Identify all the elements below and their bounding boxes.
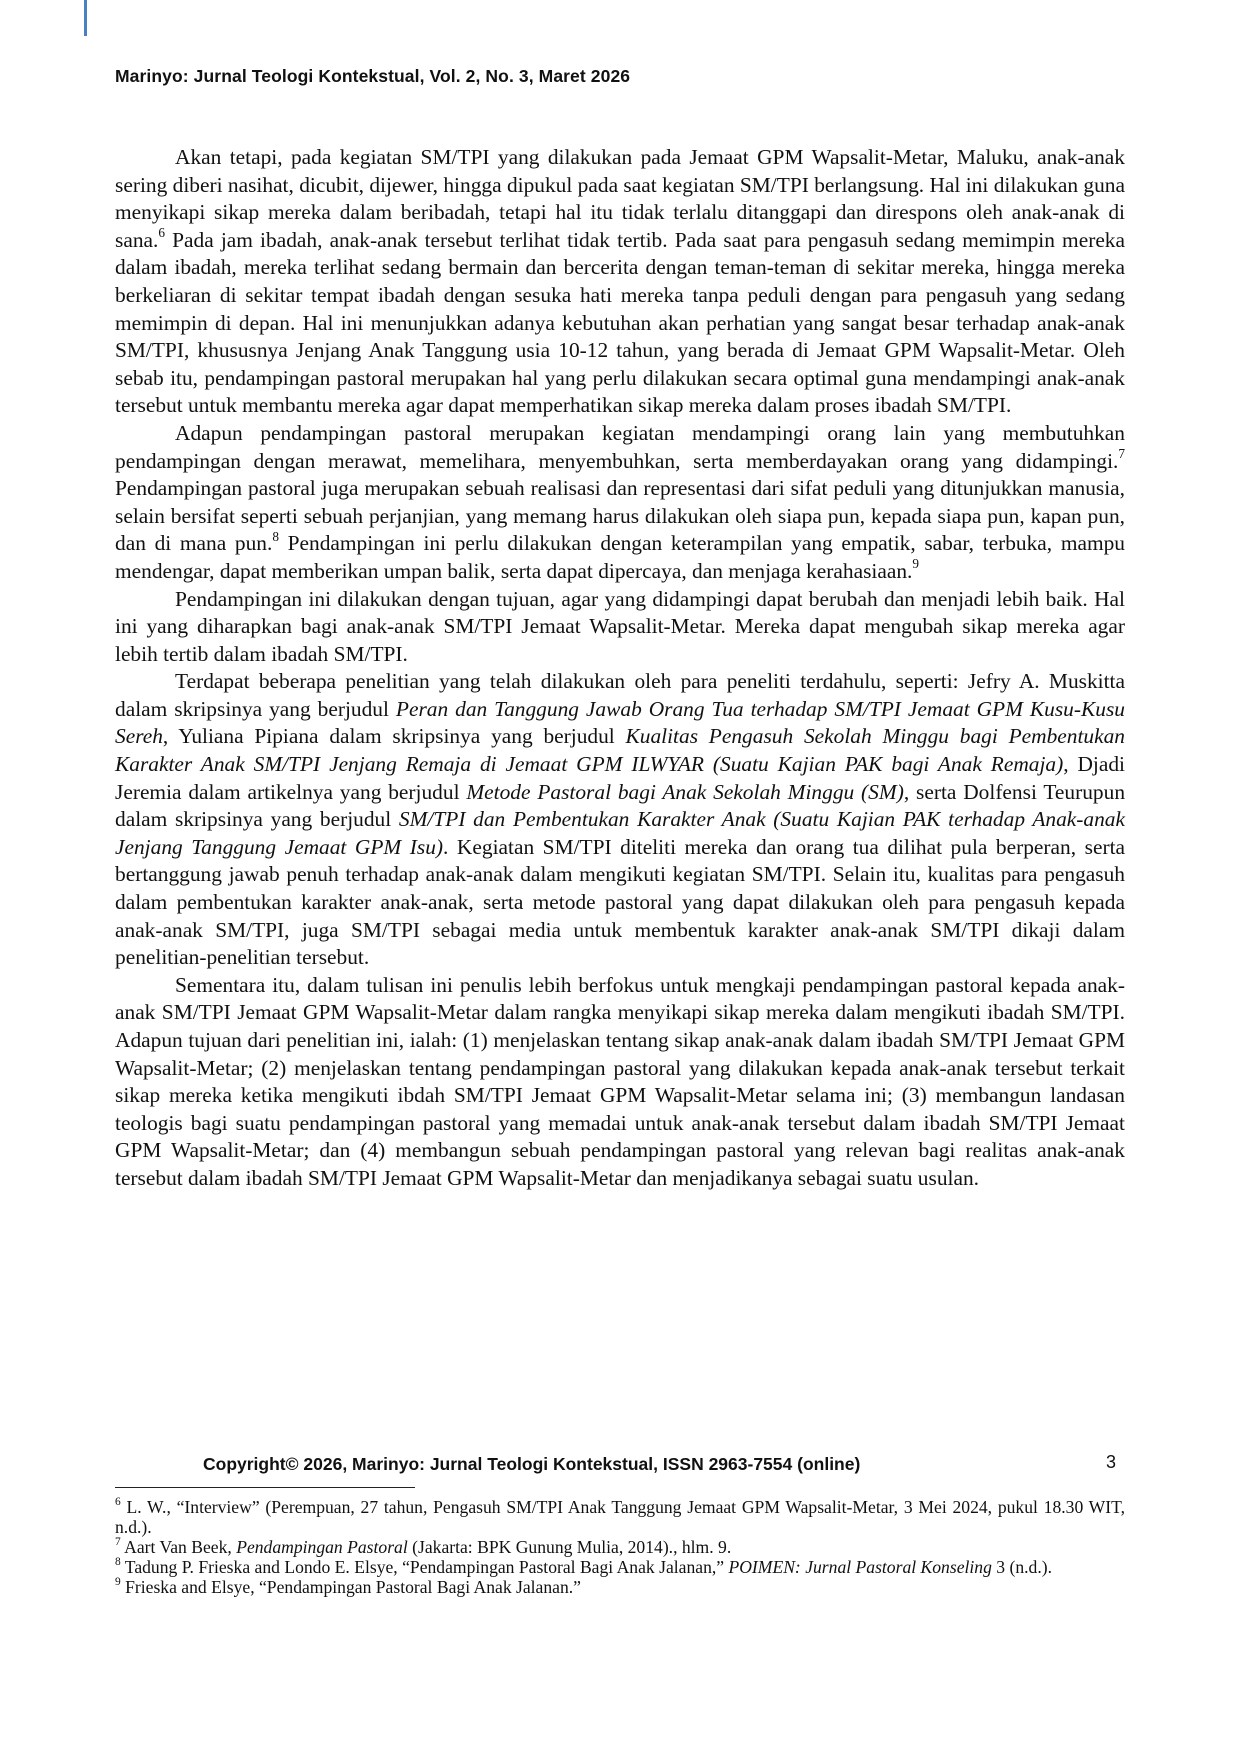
footnote-text: Frieska and Elsye, “Pendampingan Pastoral Bagi Anak Jalanan.” [120, 1577, 581, 1597]
text-run: Pendampingan pastoral juga merupakan sebuah realisasi dan representasi dari sifat peduli yang ditunjukkan manusia, selain bersifat seperti sebuah perjanjian, yang memang harus dilakukan oleh siapa pun, kepada siapa pun, kapan pun, dan di mana pun. [115, 476, 1125, 556]
text-run: Akan tetapi, pada kegiatan SM/TPI yang dilakukan pada Jemaat GPM Wapsalit-Metar, Maluku, anak-anak sering diberi nasihat, dicubit, dijewer, hingga dipukul pada saat kegiatan SM/TPI berlangsung. Hal ini dilakukan guna menyikapi sikap mereka dalam beribadah, tetapi hal itu tidak terlalu ditanggapi dan direspons oleh anak-anak di sana. [115, 145, 1125, 252]
text-run: . Kegiatan SM/TPI diteliti mereka dan orang tua dilihat pula berperan, serta bertanggung jawab penuh terhadap anak-anak dalam mengikuti kegiatan SM/TPI. Selain itu, kualitas para pengasuh dalam pembentukan karakter anak-anak, serta metode pastoral yang dapat dilakukan oleh para pengasuh kepada anak-anak SM/TPI, juga SM/TPI sebagai media untuk membentuk karakter anak-anak SM/TPI dikaji dalam penelitian-penelitian tersebut. [115, 834, 1126, 970]
italic-title: SM/TPI dan Pembentukan Karakter Anak (Suatu Kajian PAK terhadap Anak-anak Jenjang Tanggung Jemaat GPM Isu) [115, 807, 1125, 859]
footnote-ref: 9 [115, 1576, 121, 1588]
text-run: Terdapat beberapa penelitian yang telah dilakukan oleh para peneliti terdahulu, seperti: Jefry A. Muskitta dalam skripsinya yang berjudul [115, 669, 1125, 721]
paragraph [115, 972, 1125, 1193]
left-accent-rule [84, 0, 87, 36]
italic-title: Metode Pastoral bagi Anak Sekolah Minggu (SM) [466, 779, 904, 804]
footnote-ref: 9 [912, 556, 920, 572]
footnote-ref: 7 [115, 1536, 121, 1548]
footnote-ref: 7 [1118, 446, 1125, 462]
text-run: Pada jam ibadah, anak-anak tersebut terlihat tidak tertib. Pada saat para pengasuh sedang memimpin mereka dalam ibadah, mereka terlihat sedang bermain dan bercerita dengan teman-teman di sekitar mereka, hingga mereka berkeliaran di sekitar tempat ibadah dengan sesuka hati mereka tanpa peduli dengan para pengasuh yang sedang memimpin di depan. Hal ini menunjukkan adanya kebutuhan akan perhatian yang sangat besar terhadap anak-anak SM/TPI, khususnya Jenjang Anak Tanggung usia 10-12 tahun, yang berada di Jemaat GPM Wapsalit-Metar. Oleh sebab itu, pendampingan pastoral merupakan hal yang perlu dilakukan secara optimal guna mendampingi anak-anak tersebut untuk membantu mereka agar dapat memperhatikan sikap mereka dalam proses ibadah SM/TPI. [115, 227, 1125, 418]
paragraph [115, 420, 1125, 586]
text-run: Sementara itu, dalam tulisan ini penulis lebih berfokus untuk mengkaji pendampingan pastoral kepada anak-anak SM/TPI Jemaat GPM Wapsalit-Metar dalam rangka menyikapi sikap mereka dalam mengikuti ibadah SM/TPI. Adapun tujuan dari penelitian ini, ialah: (1) menjelaskan tentang sikap anak-anak dalam ibadah SM/TPI Jemaat GPM Wapsalit-Metar; (2) menjelaskan tentang pendampingan pastoral yang dilakukan kepada anak-anak tersebut terkait sikap mereka ketika mengikuti ibdah SM/TPI Jemaat GPM Wapsalit-Metar selama ini; (3) membangun landasan teologis bagi suatu pendampingan pastoral yang memadai untuk anak-anak tersebut dalam ibadah SM/TPI Jemaat GPM Wapsalit-Metar; dan (4) membangun sebuah pendampingan pastoral yang relevan bagi realitas anak-anak tersebut dalam ibadah SM/TPI Jemaat GPM Wapsalit-Metar dan menjadikanya sebagai suatu usulan. [115, 972, 1125, 1190]
footnote-text: Tadung P. Frieska and Londo E. Elsye, “Pendampingan Pastoral Bagi Anak Jalanan,” [120, 1557, 729, 1577]
text-run: , serta Dolfensi Teurupun dalam skripsinya yang berjudul [115, 779, 1126, 832]
footnote-ref: 6 [115, 1496, 121, 1508]
footnote-ref: 6 [158, 225, 165, 241]
footnote-text: Aart Van Beek, [120, 1537, 237, 1557]
italic-title: Kualitas Pengasuh Sekolah Minggu bagi Pembentukan Karakter Anak SM/TPI Jenjang Remaja di Jemaat GPM ILWYAR (Suatu Kajian PAK bagi Anak Remaja) [115, 724, 1125, 777]
footnote-separator [115, 1487, 415, 1488]
italic-title: Peran dan Tanggung Jawab Orang Tua terhadap SM/TPI Jemaat GPM Kusu-Kusu Sereh [115, 696, 1125, 749]
footnote [115, 1557, 1125, 1577]
text-run: Pendampingan ini dilakukan dengan tujuan, agar yang didampingi dapat berubah dan menjadi lebih baik. Hal ini yang diharapkan bagi anak-anak SM/TPI Jemaat Wapsalit-Metar. Mereka dapat mengubah sikap mereka agar lebih tertib dalam ibadah SM/TPI. [115, 586, 1125, 666]
footnote-ref: 8 [115, 1556, 121, 1568]
text-run: , Djadi Jeremia dalam artikelnya yang berjudul [115, 752, 1125, 804]
paragraph [115, 586, 1125, 669]
footnotes [115, 1497, 1125, 1597]
text-run: , Yuliana Pipiana dalam skripsinya yang berjudul [162, 724, 626, 749]
paragraph [115, 144, 1125, 420]
text-run: Adapun pendampingan pastoral merupakan kegiatan mendampingi orang lain yang membutuhkan pendampingan dengan merawat, memelihara, menyembuhkan, serta memberdayakan orang yang didampingi. [115, 420, 1125, 473]
footnote [115, 1537, 1125, 1557]
page-number: 3 [1106, 1452, 1117, 1472]
footnote-text: (Jakarta: BPK Gunung Mulia, 2014)., hlm. 9. [407, 1537, 732, 1557]
italic-title: Pendampingan Pastoral [236, 1537, 408, 1557]
footnote-ref: 8 [272, 528, 279, 544]
text-run: Pendampingan ini perlu dilakukan dengan keterampilan yang empatik, sabar, terbuka, mampu mendengar, dapat memberikan umpan balik, serta dapat dipercaya, dan menjaga kerahasiaan. [115, 531, 1125, 583]
footnote [115, 1497, 1125, 1537]
italic-title: POIMEN: Jurnal Pastoral Konseling [728, 1557, 992, 1577]
body-text [115, 144, 1125, 1193]
running-head: Marinyo: Jurnal Teologi Kontekstual, Vol. 2, No. 3, Maret 2026 [115, 66, 631, 86]
paragraph [115, 668, 1125, 972]
footnote-text: 3 (n.d.). [991, 1557, 1052, 1577]
footnote [115, 1577, 1125, 1597]
copyright-notice: Copyright© 2026, Marinyo: Jurnal Teologi Kontekstual, ISSN 2963-7554 (online) [203, 1454, 861, 1474]
footnote-text: L. W., “Interview” (Perempuan, 27 tahun, Pengasuh SM/TPI Anak Tanggung Jemaat GPM Wapsalit-Metar, 3 Mei 2024, pukul 18.30 WIT, n.d.). [115, 1497, 1125, 1537]
